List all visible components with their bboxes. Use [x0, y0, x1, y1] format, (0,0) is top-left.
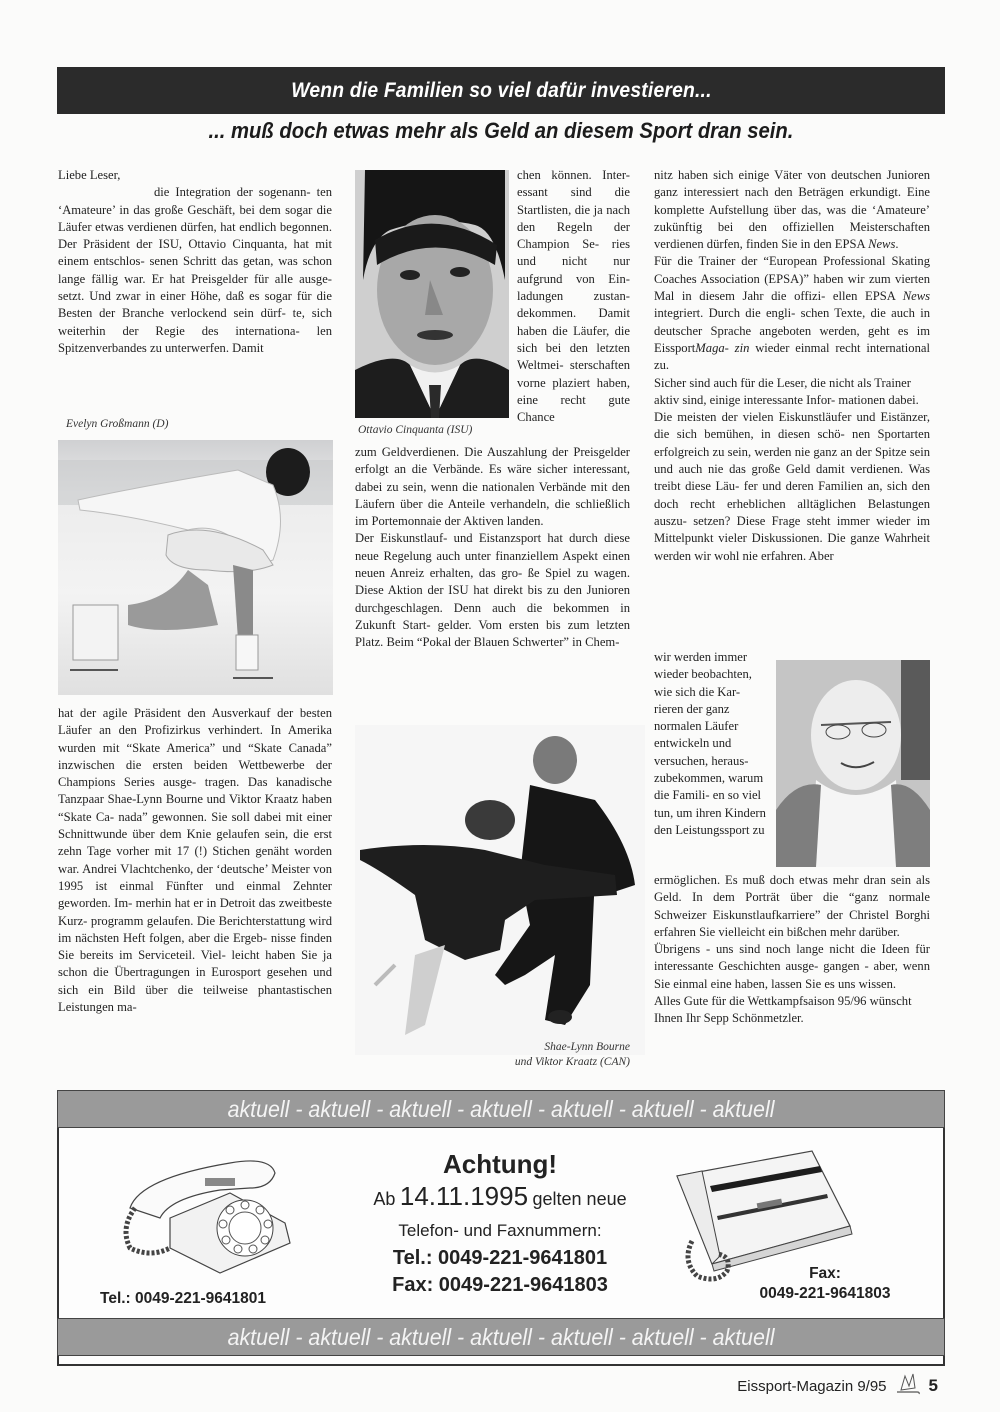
- text-ab: Ab: [373, 1189, 396, 1209]
- text-gelten: gelten neue: [532, 1189, 627, 1209]
- portrait-illustration: [355, 170, 509, 418]
- paragraph-text: wieder einmal recht international zu.: [654, 340, 930, 373]
- subheadline: ... muß doch etwas mehr als Geld an diesem Sport dran sein.: [208, 118, 794, 143]
- effective-date: 14.11.1995: [399, 1181, 529, 1211]
- article-column-2: [355, 444, 630, 652]
- new-tel-number: Tel.: 0049-221-9641801: [392, 1247, 608, 1269]
- paragraph: wir werden immer wieder beobachten, wie sich die Kar- rieren der ganz normalen Läufer entwickeln und versuchen, heraus- zubekommen, warum die Famili- en so viel tun, um ihren Kindern den Leistungssport zu: [654, 650, 766, 837]
- epsa-news-title: News: [868, 237, 896, 252]
- tel-left-label: Tel.: 0049-221-9641801: [100, 1290, 267, 1307]
- salutation: Liebe Leser,: [58, 168, 121, 182]
- announcement-date-line: [330, 1180, 670, 1217]
- photo-author: [776, 660, 930, 867]
- caption-grossmann: Evelyn Großmann (D): [66, 418, 169, 430]
- paragraph: Der Eiskunstlauf- und Eistanzsport hat durch diese neue Regelung auch unter finanziellem Aspekt einen neuen Anreiz erhalten, das gro- ße Spiel zu wagen. Diese Aktion der ISU hat direkt bis zu den Junioren durchgeschlagen. Denn auch die bekommen in Zukunft Start- gelder. Vom ersten bis zum letzten Platz. Beim “Pokal der Blauen Schwerter” in Chem-: [355, 531, 630, 650]
- author-portrait-illustration: [776, 660, 930, 867]
- caption-line: Shae-Lynn Bourne: [544, 1041, 630, 1053]
- epsa-news-title: News: [902, 289, 930, 304]
- caption-bourne-kraatz: [490, 1040, 630, 1070]
- aktuell-banner-text: aktuell - aktuell - aktuell - aktuell - aktuell - aktuell - aktuell: [227, 1095, 775, 1122]
- headline-bar: [57, 67, 945, 114]
- fax-label: Fax:: [809, 1265, 841, 1282]
- caption-cinquanta: Ottavio Cinquanta (ISU): [358, 424, 473, 436]
- paragraph: hat der agile Präsident den Ausverkauf der besten Läufer an den Profizirkus verhindert. In Amerika wurden mit “Skate America” und “Skate Canada” inzwischen die ersten beiden Wettbewerbe der Champions Series ausge- tragen. Das kanadische Tanzpaar Shae-Lynn Bourne und Viktor Kraatz haben “Skate Ca- nada” gewonnen. Sie soll dabei mit einer Schnittwunde über dem Knie gelaufen sein, die erst zehn Tage vorher mit 17 (!) Stichen genäht worden war. Andrei Vlachtchenko, der ‘deutsche’ Meister von 1995 ist einmal Fünfter und einmal Zehnter geworden. Im- merhin hat er in Detroit das zweitbeste Kurz- programm gelaufen. Die Berichterstattung wird im nächsten Heft folgen, aber die Ergeb- nisse finden Sie bereits im Serviceteil. Viel- leicht haben Sie ja schon die Übertragungen in Eurosport gesehen und sich ein Bild über die teilweise phantastischen Leistungen ma-: [58, 706, 332, 1015]
- caption-line: und Viktor Kraatz (CAN): [514, 1056, 630, 1068]
- article-column-1-top: [58, 167, 332, 357]
- paragraph: [654, 253, 930, 374]
- announcement-heading: Achtung!: [442, 1149, 558, 1179]
- page-footer: [737, 1372, 938, 1400]
- paragraph-text: Für die Trainer der “European Professional Skating Coaches Association (EPSA)” haben wir zum vierten Mal in diesem Jahr die offizi- ellen EPSA: [654, 254, 930, 304]
- article-column-3-top: [654, 167, 930, 565]
- telephone-icon: [110, 1148, 310, 1276]
- page-number: 5: [928, 1376, 938, 1395]
- paragraph: ermöglichen. Es muß doch etwas mehr dran sein als Geld. In dem Porträt über die “ganz normale Schweizer Eiskunstlaufkarriere” der Christel Borghi erfahren Sie vielleicht ein bißchen mehr darüber.: [654, 873, 930, 939]
- article-column-2-narrow: [517, 167, 630, 426]
- ice-dancers-illustration: [355, 725, 645, 1055]
- paragraph: [654, 167, 930, 253]
- magazine-issue: Eissport-Magazin 9/95: [737, 1377, 887, 1395]
- paragraph: Übrigens - uns sind noch lange nicht die Ideen für interessante Geschichten ausge- gangen - aber, wenn Sie einmal eine haben, lassen Sie es uns wissen.: [654, 942, 930, 991]
- photo-ottavio-cinquanta: [355, 170, 509, 418]
- fax-number: 0049-221-9641803: [759, 1285, 891, 1302]
- article-column-3-narrow: [654, 649, 770, 839]
- announcement-text: [330, 1148, 670, 1299]
- paragraph: zum Geldverdienen. Die Auszahlung der Preisgelder erfolgt an die Verbände. Es wäre sicher interessant, dabei zu sein, wenn die nationalen Verbände mit den Läufern über die Anteile verhandeln, die schließlich im Portemonnaie der Aktiven landen.: [355, 445, 630, 529]
- article-column-3-bottom: [654, 872, 930, 1028]
- paragraph: Die meisten der vielen Eiskunstläufer und Eistänzer, die sich bemühen, in diesen schö- nen Sportarten erfolgreich zu sein, werden nie ganz an der Spitze sein und auch nie das große Geld damit verdienen. Was treibt diese Läu- fer und deren Familien an, sich den doch recht erheblichen alltäglichen Belastungen auszu- setzen? Diese Frage steht immer wieder im Mittelpunkt vieler Diskussionen. Die ganze Wahrheit werden wir wohl nie erfahren. Aber: [654, 410, 930, 563]
- magazin-title: Maga- zin: [695, 340, 750, 355]
- paragraph-text: .: [895, 237, 899, 252]
- fax-right-label: [740, 1264, 910, 1304]
- new-fax-number: Fax: 0049-221-9641803: [392, 1274, 608, 1296]
- skater-kneeling-illustration: [58, 440, 333, 695]
- headline: Wenn die Familien so viel dafür investieren...: [290, 78, 712, 102]
- photo-bourne-kraatz: [355, 725, 645, 1055]
- photo-evelyn-grossmann: [58, 440, 333, 695]
- aktuell-banner-top: [57, 1090, 945, 1128]
- skate-logo-icon: [895, 1372, 921, 1400]
- aktuell-banner-text: aktuell - aktuell - aktuell - aktuell - aktuell - aktuell - aktuell: [227, 1323, 775, 1350]
- announcement-numbers-line: Telefon- und Faxnummern:: [398, 1221, 602, 1240]
- aktuell-banner-bottom: [57, 1318, 945, 1356]
- article-column-1-bottom: [58, 705, 332, 1016]
- paragraph-text: die Integration der sogenann- ten ‘Amateure’ in das große Geschäft, bei dem sogar die Läufer etwas verdienen dürfen, hat endlich begonnen. Der Präsident der ISU, Ottavio Cinquanta, hat mit einem entschlos- senen Schritt das getan, was schon lange fällig war. Er hat Preisgelder für alle ausge- setzt. Und zwar in einer Höhe, daß es sogar für die Besten der Branche verlockend sein dürf- te, sich weiterhin der Regie des internationa- len Spitzenverbandes zu unterwerfen. Damit: [58, 185, 332, 355]
- paragraph: chen können. Inter- essant sind die Startlisten, die ja nach den Regeln der Champion Se- ries und nicht nur aufgrund von Ein- ladungen zustan- dekommen. Damit haben die Läufer, die sich bei den letzten Weltmei- sterschaften vorne plaziert haben, eine recht gute Chance: [517, 168, 630, 425]
- paragraph: Alles Gute für die Wettkampfsaison 95/96 wünscht Ihnen Ihr Sepp Schönmetzler.: [654, 994, 912, 1026]
- paragraph: Sicher sind auch für die Leser, die nicht als Trainer aktiv sind, einige interessante Infor- mationen dabei.: [654, 375, 919, 407]
- paragraph-text: integriert. Durch die engli- schen Texte, die auch in deutscher Sprache angeboten werden, geht es im Eissport: [654, 306, 930, 355]
- paragraph-text: nitz haben sich einige Väter von deutschen Junioren ganz interessiert nach den Beträgen erkundigt. Eine komplette Aufstellung über das, was die ‘Amateure’ zukünftig bei den offiziellen Meisterschaften verdienen dürfen, finden Sie in den EPSA: [654, 168, 930, 252]
- paragraph: [58, 184, 332, 357]
